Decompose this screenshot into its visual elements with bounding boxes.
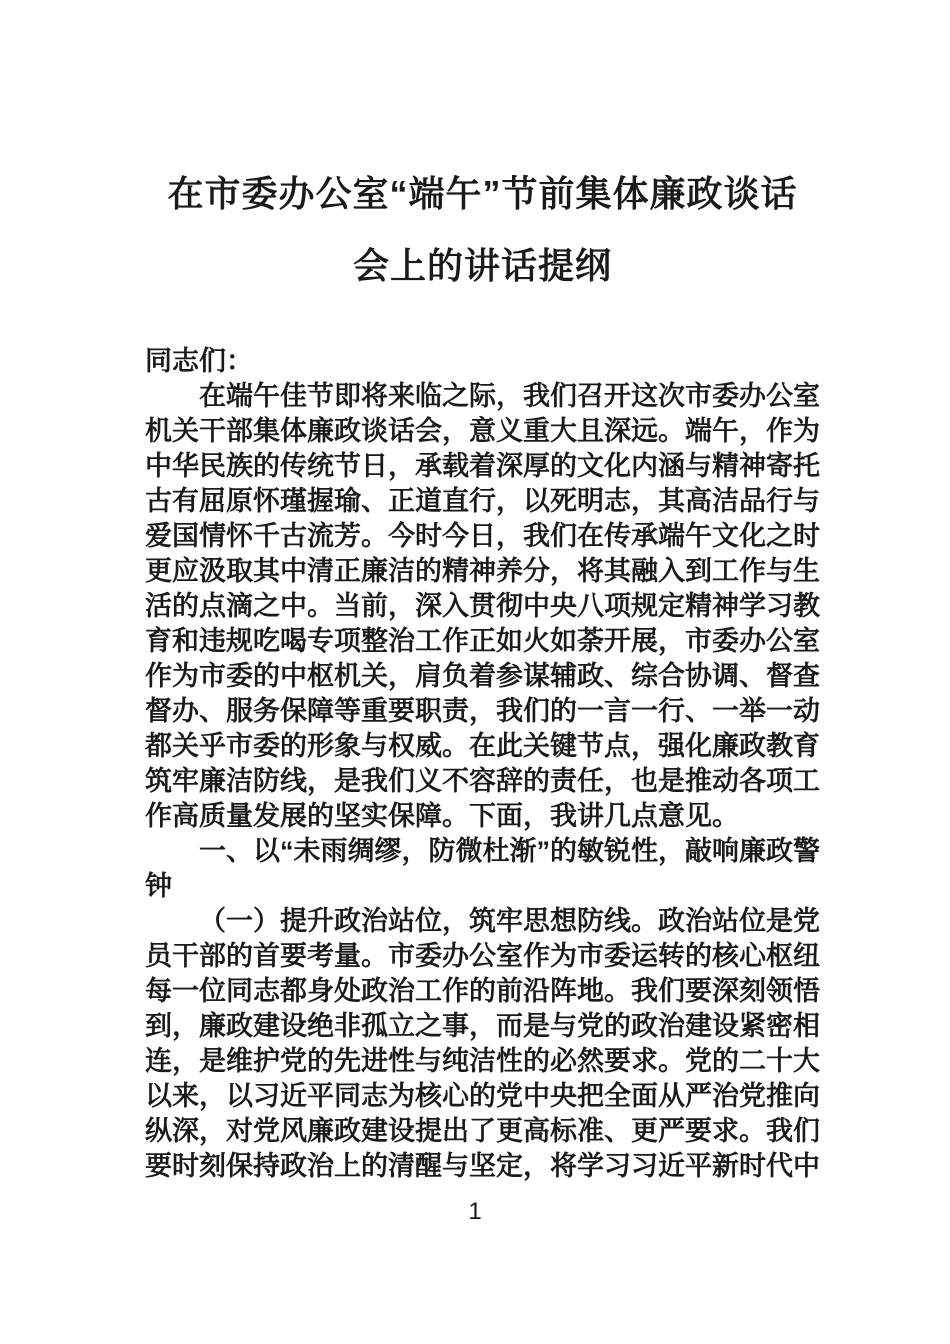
document-title [145,158,820,302]
section-one-heading: 一、以“未雨绸缪，防微杜渐”的敏锐性，敲响廉政警钟 [145,836,820,901]
intro-paragraph: 在端午佳节即将来临之际，我们召开这次市委办公室机关干部集体廉政谈话会，意义重大且深远。端午，作为中华民族的传统节日，承载着深厚的文化内涵与精神寄托古有屈原怀瑾握瑜、正道直行，以死明志，其高洁品行与爱国情怀千古流芳。今时今日，我们在传承端午文化之时更应汲取其中清正廉洁的精神养分，将其融入到工作与生活的点滴之中。当前，深入贯彻中央八项规定精神学习教育和违规吃喝专项整治工作正如火如荼开展，市委办公室作为市委的中枢机关，肩负着参谋辅政、综合协调、督查督办、服务保障等重要职责，我们的一言一行、一举一动都关乎市委的形象与权威。在此关键节点，强化廉政教育筑牢廉洁防线，是我们义不容辞的责任，也是推动各项工作高质量发展的坚实保障。下面，我讲几点意见。 [145,381,820,831]
salutation-paragraph: 同志们： [145,346,253,376]
section-one-paragraph-one: （一）提升政治站位，筑牢思想防线。政治站位是党员干部的首要考量。市委办公室作为市委运转的核心枢纽每一位同志都身处政治工作的前沿阵地。我们要深刻领悟到，廉政建设绝非孤立之事，而是与党的政治建设紧密相连，是维护党的先进性与纯洁性的必然要求。党的二十大以来，以习近平同志为核心的党中央把全面从严治党推向纵深，对党风廉政建设提出了更高标准、更严要求。我们要时刻保持政治上的清醒与坚定，将学习习近平新时代中 [145,906,820,1181]
page-number: 1 [468,1198,482,1225]
document-title-line-2: 会上的讲话提纲 [352,245,612,286]
document-body [145,344,820,1184]
document-title-line-1: 在市委办公室“端午”节前集体廉政谈话 [167,173,798,214]
